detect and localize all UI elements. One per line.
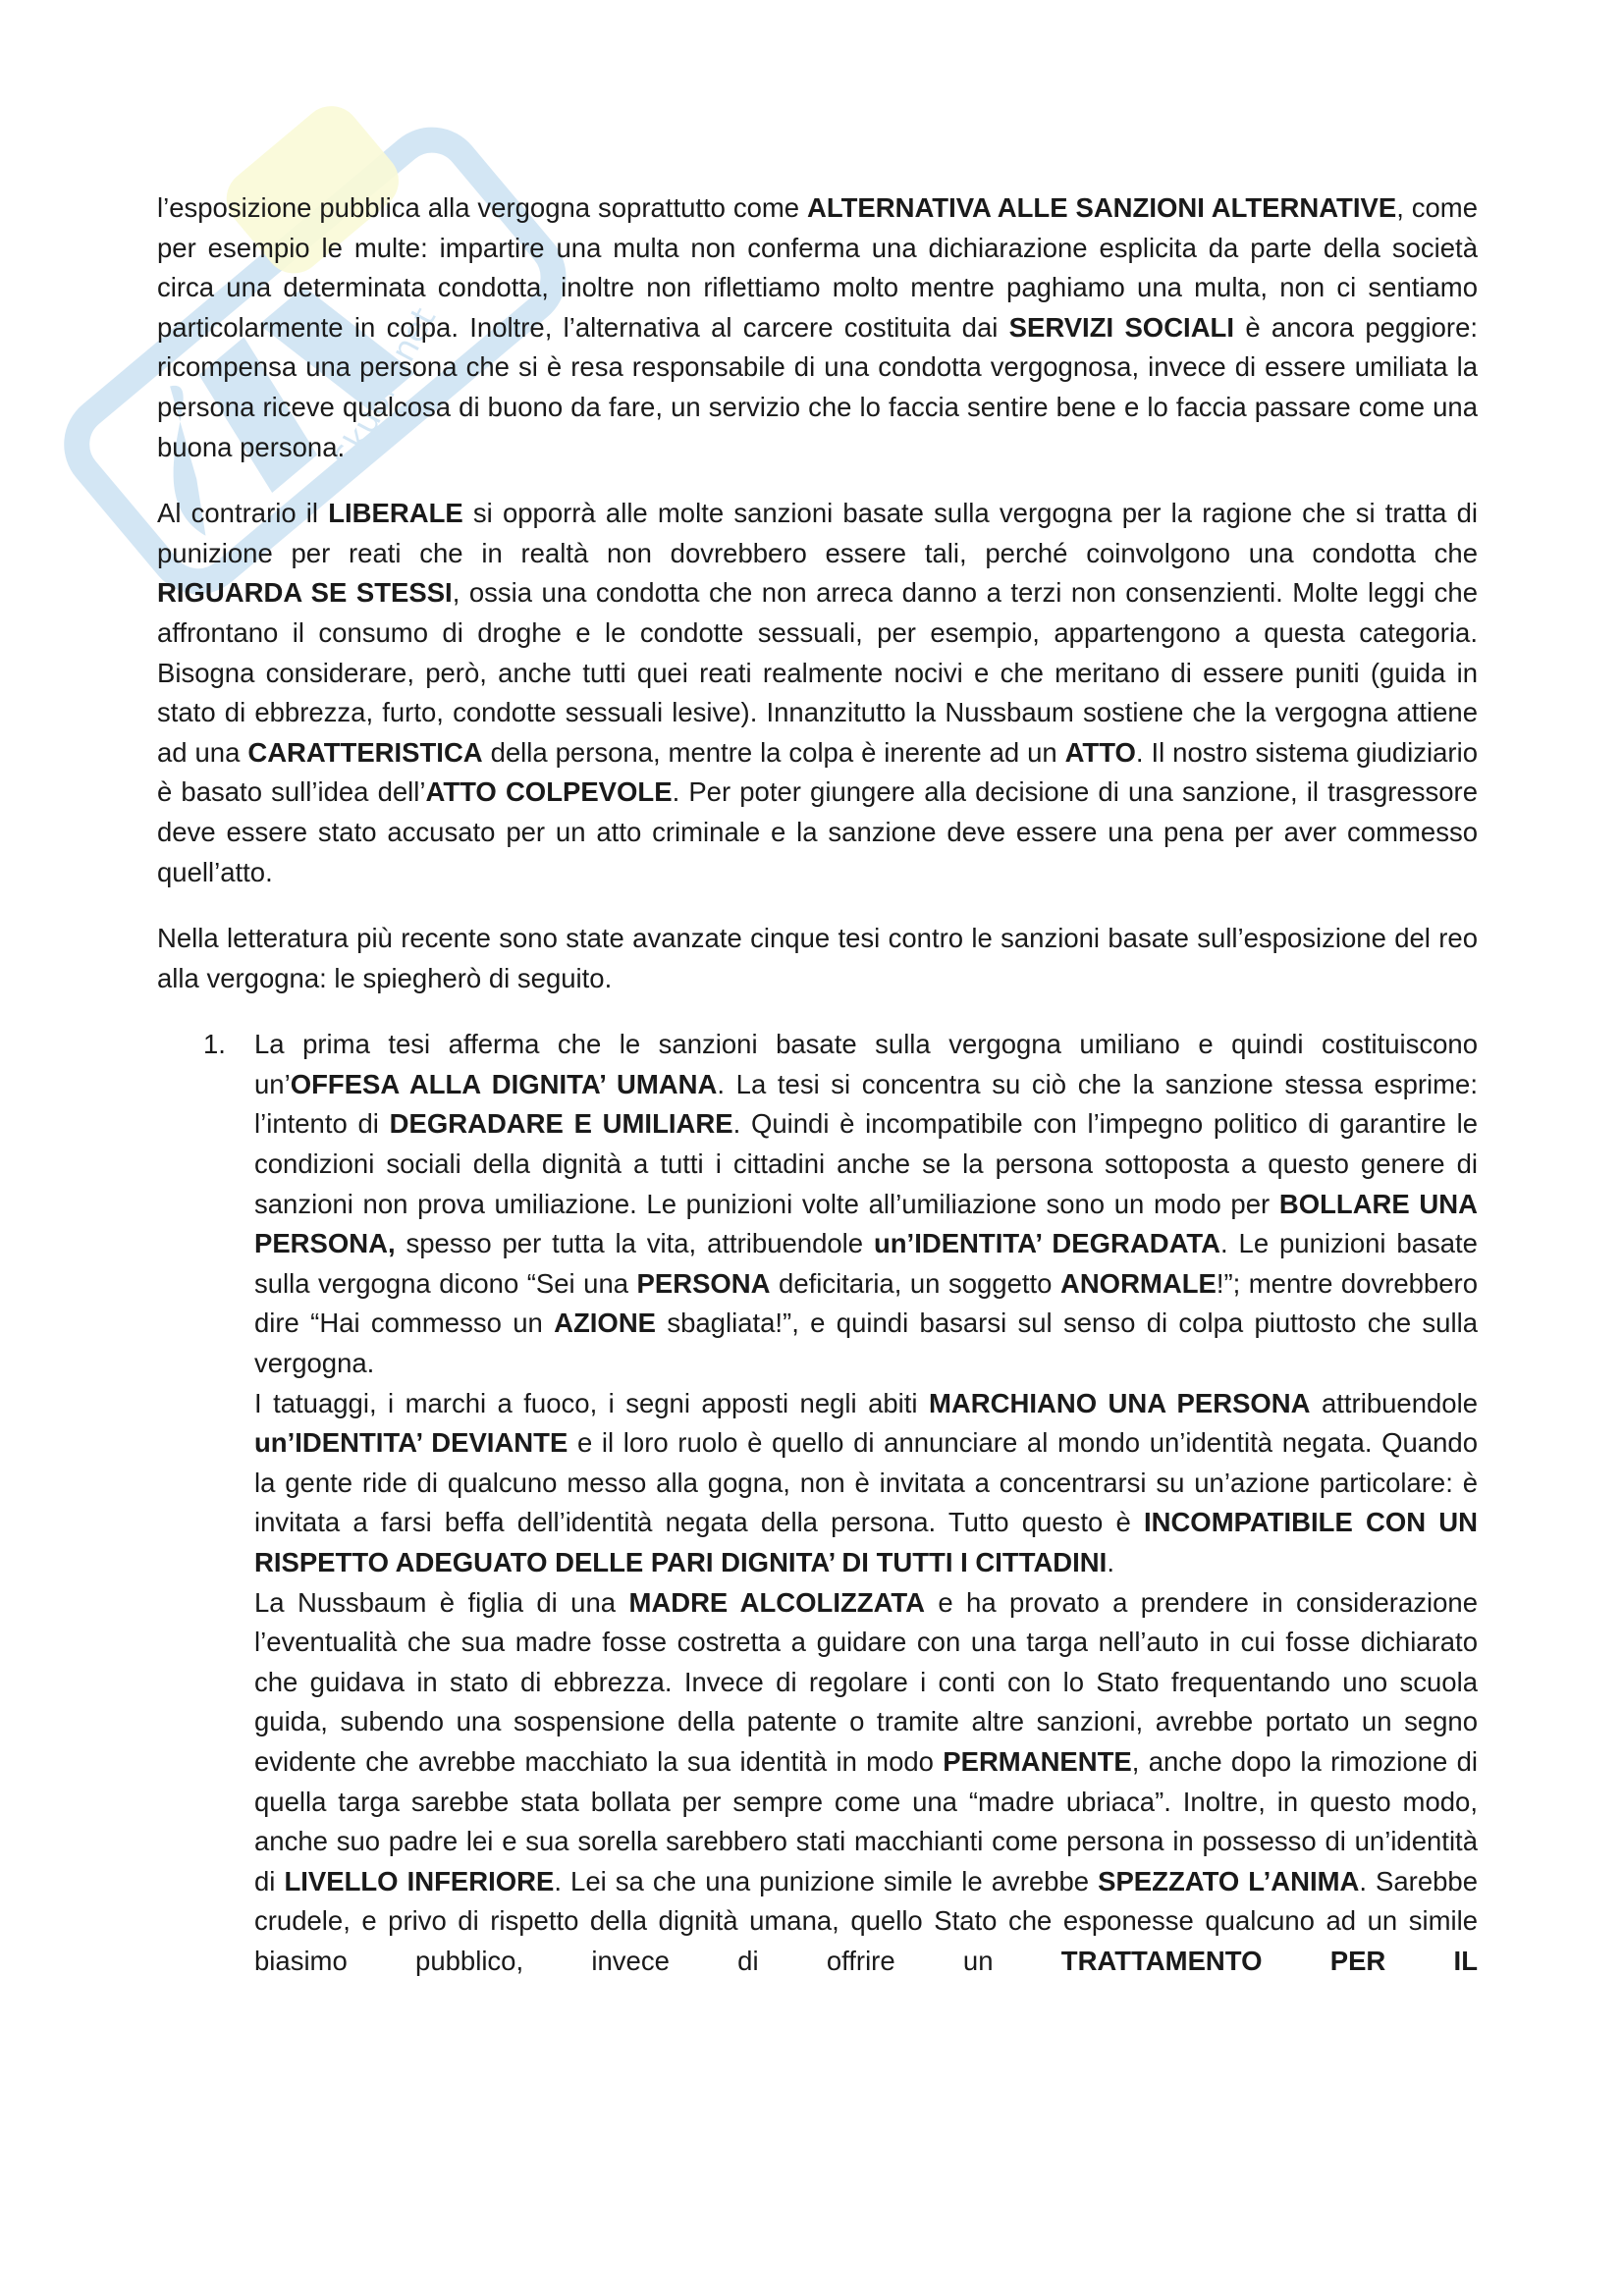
bold-emphasis: ATTO — [1064, 736, 1136, 768]
watermark-text: Skuola.net — [326, 300, 445, 476]
bold-emphasis: BOLLARE UNA PERSONA, — [254, 1188, 1478, 1259]
bold-emphasis: MADRE ALCOLIZZATA — [628, 1586, 925, 1618]
bold-emphasis: LIBERALE — [328, 498, 463, 529]
list-item-paragraph-2: I tatuaggi, i marchi a fuoco, i segni apposti negli abiti MARCHIANO UNA PERSONA attribuendole un’IDENTITA’ DEVIANTE e il loro ruolo è quello di annunciare al mondo un’identità negata. Quando la gente ride di qualcuno messo alla gogna, non è invitata a concentrarsi su un’azione particolare: è invitata a farsi beffa dell’identità negata della persona. Tutto questo è INCOMPATIBILE CON UN RISPETTO ADEGUATO DELLE PARI DIGNITA’ DI TUTTI I CITTADINI. — [254, 1387, 1478, 1577]
paragraph-3: Nella letteratura più recente sono state avanzate cinque tesi contro le sanzioni basate sull’esposizione del reo alla vergogna: le spiegherò di seguito. — [157, 923, 1478, 993]
bold-emphasis: LIVELLO INFERIORE — [284, 1865, 555, 1896]
bold-emphasis: AZIONE — [554, 1308, 657, 1339]
theses-list — [157, 1025, 1478, 1981]
bold-emphasis: OFFESA ALLA DIGNITA’ UMANA — [290, 1068, 718, 1099]
document-body — [157, 188, 1478, 1982]
bold-emphasis: SERVIZI SOCIALI — [1008, 311, 1234, 343]
bold-emphasis: ANORMALE — [1059, 1267, 1217, 1299]
bold-emphasis: CARATTERISTICA — [247, 736, 483, 768]
bold-emphasis: ALTERNATIVA ALLE SANZIONI ALTERNATIVE — [807, 192, 1397, 223]
list-item-body — [254, 1025, 1478, 1981]
bold-emphasis: PERMANENTE — [943, 1745, 1132, 1777]
list-item — [157, 1025, 1478, 1981]
bold-emphasis: un’IDENTITA’ DEGRADATA — [873, 1228, 1221, 1259]
bold-emphasis: DEGRADARE E UMILIARE — [389, 1108, 733, 1140]
bold-emphasis: ATTO COLPEVOLE — [425, 776, 673, 808]
bold-emphasis: INCOMPATIBILE CON UN RISPETTO ADEGUATO DELLE PARI DIGNITA’ DI TUTTI I CITTADINI — [254, 1507, 1478, 1577]
list-item-paragraph-3: La Nussbaum è figlia di una MADRE ALCOLIZZATA e ha provato a prendere in considerazione l’eventualità che sua madre fosse costretta a guidare con una targa nell’auto in cui fosse dichiarato che guidava in stato di ebbrezza. Invece di regolare i conti con lo Stato frequentando uno scuola guida, subendo una sospensione della patente o tramite altre sanzioni, avrebbe portato un segno evidente che avrebbe macchiato la sua identità in modo PERMANENTE, anche dopo la rimozione di quella targa sarebbe stata bollata per sempre come una “madre ubriaca”. Inoltre, in questo modo, anche suo padre lei e sua sorella sarebbero stati macchianti come persona in possesso di un’identità di LIVELLO INFERIORE. Lei sa che una punizione simile le avrebbe SPEZZATO L’ANIMA. Sarebbe crudele, e privo di rispetto della dignità umana, quello Stato che esponesse qualcuno ad un simile biasimo pubblico, invece di offrire un TRATTAMENTO PER IL — [254, 1586, 1479, 1976]
bold-emphasis: PERSONA — [636, 1267, 771, 1299]
bold-emphasis: un’IDENTITA’ DEVIANTE — [254, 1427, 568, 1459]
paragraph-1: l’esposizione pubblica alla vergogna soprattutto come ALTERNATIVA ALLE SANZIONI ALTERNATIVE, come per esempio le multe: impartire una multa non conferma una dichiarazione esplicita da parte della società circa una determinata condotta, inoltre non riflettiamo molto mentre paghiamo una multa, non ci sentiamo particolarmente in colpa. Inoltre, l’alternativa al carcere costituita dai SERVIZI SOCIALI è ancora peggiore: ricompensa una persona che si è resa responsabile di una condotta vergognosa, invece di essere umiliata la persona riceve qualcosa di buono da fare, un servizio che lo faccia sentire bene e lo faccia passare come una buona persona. — [157, 192, 1479, 462]
bold-emphasis: SPEZZATO L’ANIMA — [1098, 1865, 1360, 1896]
list-number: 1. — [203, 1029, 226, 1060]
bold-emphasis: TRATTAMENTO PER IL — [1060, 1945, 1478, 1976]
paragraph-2: Al contrario il LIBERALE si opporrà alle molte sanzioni basate sulla vergogna per la ragione che si tratta di punizione per reati che in realtà non dovrebbero essere tali, perché coinvolgono una condotta che RIGUARDA SE STESSI, ossia una condotta che non arreca danno a terzi non consenzienti. Molte leggi che affrontano il consumo di droghe e le condotte sessuali, per esempio, appartengono a questa categoria. Bisogna considerare, però, anche tutti quei reati realmente nocivi e che meritano di essere puniti (guida in stato di ebbrezza, furto, condotte sessuali lesive). Innanzitutto la Nussbaum sostiene che la vergogna attiene ad una CARATTERISTICA della persona, mentre la colpa è inerente ad un ATTO. Il nostro sistema giudiziario è basato sull’idea dell’ATTO COLPEVOLE. Per poter giungere alla decisione di una sanzione, il trasgressore deve essere stato accusato per un atto criminale e la sanzione deve essere una pena per aver commesso quell’atto. — [157, 498, 1478, 887]
list-item-paragraph-1: La prima tesi afferma che le sanzioni basate sulla vergogna umiliano e quindi costituiscono un’OFFESA ALLA DIGNITA’ UMANA. La tesi si concentra su ciò che la sanzione stessa esprime: l’intento di DEGRADARE E UMILIARE. Quindi è incompatibile con l’impegno politico di garantire le condizioni sociali della dignità a tutti i cittadini anche se la persona sottoposta a questo genere di sanzioni non prova umiliazione. Le punizioni volte all’umiliazione sono un modo per BOLLARE UNA PERSONA, spesso per tutta la vita, attribuendole un’IDENTITA’ DEGRADATA. Le punizioni basate sulla vergogna dicono “Sei una PERSONA deficitaria, un soggetto ANORMALE!”; mentre dovrebbero dire “Hai commesso un AZIONE sbagliata!”, e quindi basarsi sul senso di colpa piuttosto che sulla vergogna. — [254, 1029, 1478, 1379]
bold-emphasis: MARCHIANO UNA PERSONA — [928, 1387, 1311, 1418]
bold-emphasis: RIGUARDA SE STESSI — [157, 577, 453, 609]
